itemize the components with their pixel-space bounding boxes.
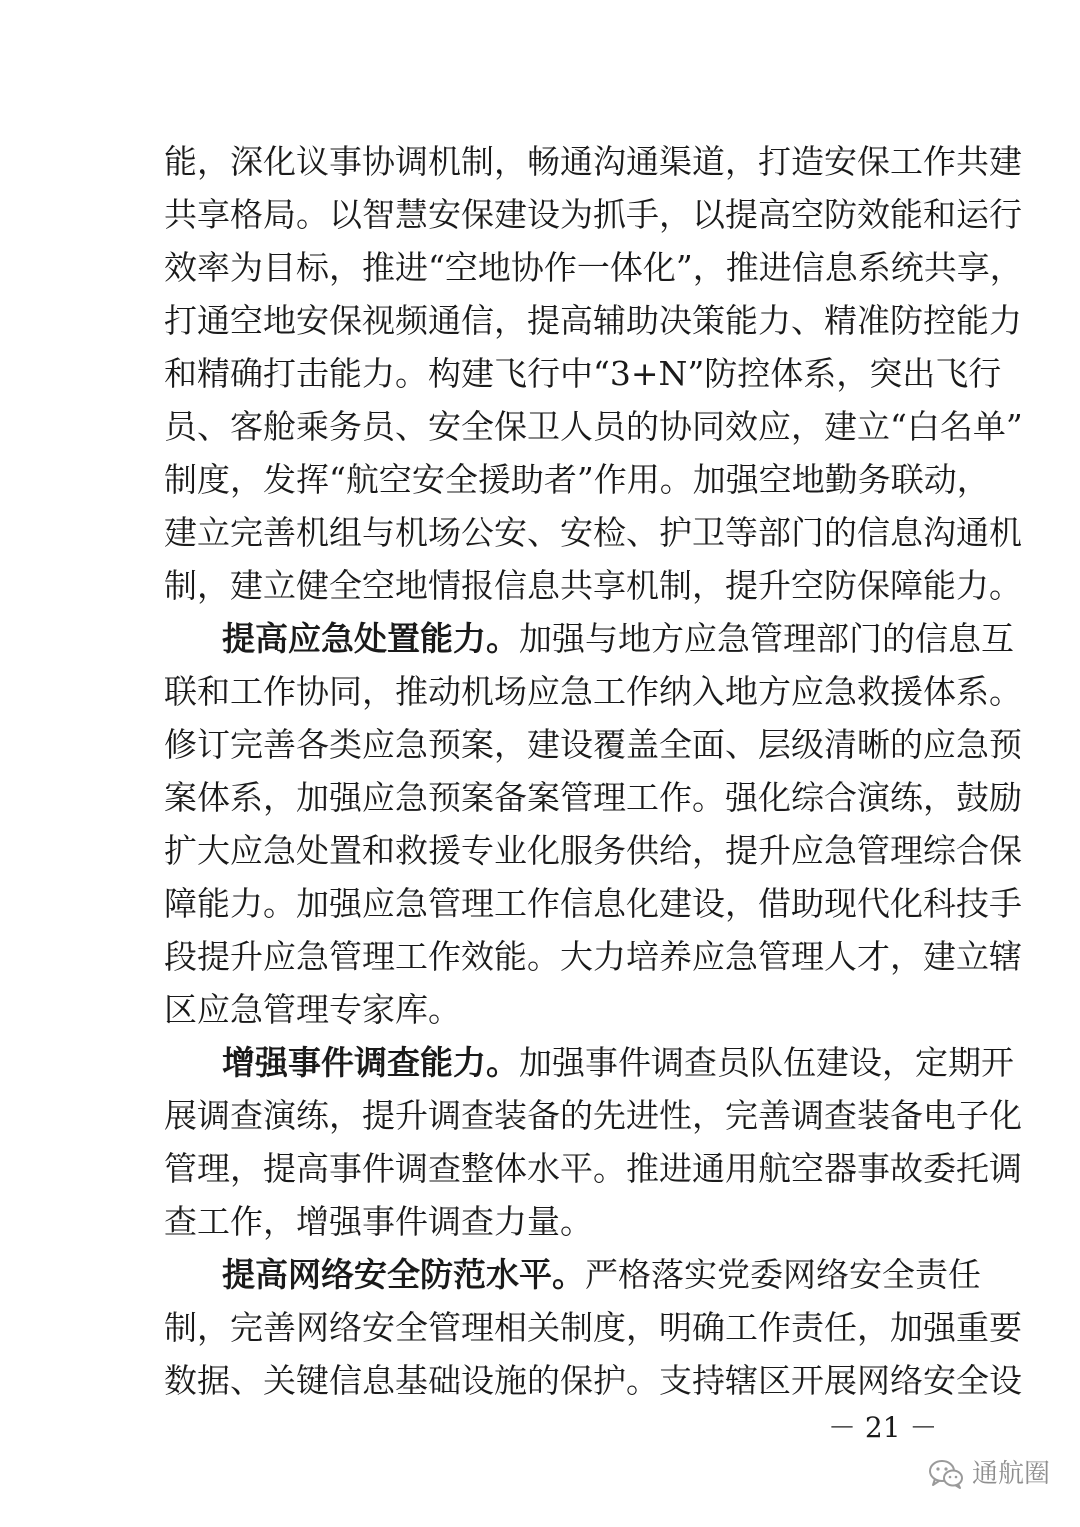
body-line: 制，完善网络安全管理相关制度，明确工作责任，加强重要: [164, 1308, 1022, 1347]
body-line: 障能力。加强应急管理工作信息化建设，借助现代化科技手: [164, 884, 1022, 923]
section-heading-investigation: 增强事件调查能力。: [222, 1043, 519, 1082]
body-line: 建立完善机组与机场公安、安检、护卫等部门的信息沟通机: [164, 513, 1022, 552]
body-line: 打通空地安保视频通信，提高辅助决策能力、精准防控能力: [164, 301, 1022, 340]
body-line: 效率为目标，推进“空地协作一体化”，推进信息系统共享，: [164, 248, 1023, 287]
body-line: 段提升应急管理工作效能。大力培养应急管理人才，建立辖: [164, 937, 1022, 976]
body-line: 和精确打击能力。构建飞行中“3+N”防控体系，突出飞行: [164, 354, 1002, 393]
body-line: 展调查演练，提升调查装备的先进性，完善调查装备电子化: [164, 1096, 1022, 1135]
body-line: 管理，提高事件调查整体水平。推进通用航空器事故委托调: [164, 1149, 1022, 1188]
body-line: 查工作，增强事件调查力量。: [164, 1202, 593, 1241]
body-line: 联和工作协同，推动机场应急工作纳入地方应急救援体系。: [164, 672, 1022, 711]
section-heading-emergency: 提高应急处置能力。: [222, 619, 519, 658]
section-heading-network-security: 提高网络安全防范水平。: [222, 1255, 585, 1294]
body-line: 能，深化议事协调机制，畅通沟通渠道，打造安保工作共建: [164, 142, 1022, 181]
body-line: 区应急管理专家库。: [164, 990, 461, 1029]
wechat-icon: [928, 1458, 964, 1490]
body-line: 扩大应急处置和救援专业化服务供给，提升应急管理综合保: [164, 831, 1022, 870]
section-first-line: [222, 1037, 1014, 1089]
section-first-line: [222, 1249, 981, 1301]
body-line: 共享格局。以智慧安保建设为抓手，以提高空防效能和运行: [164, 195, 1022, 234]
section-first-line-text: 加强事件调查员队伍建设，定期开: [519, 1043, 1014, 1082]
body-line: 案体系，加强应急预案备案管理工作。强化综合演练，鼓励: [164, 778, 1022, 817]
body-line: 修订完善各类应急预案，建设覆盖全面、层级清晰的应急预: [164, 725, 1022, 764]
section-first-line-text: 加强与地方应急管理部门的信息互: [519, 619, 1014, 658]
section-first-line-text: 严格落实党委网络安全责任: [585, 1255, 981, 1294]
section-first-line: [222, 613, 1014, 665]
body-line: 数据、关键信息基础设施的保护。支持辖区开展网络安全设: [164, 1361, 1022, 1400]
body-line: 制度，发挥“航空安全援助者”作用。加强空地勤务联动，: [164, 460, 990, 499]
body-line: 员、客舱乘务员、安全保卫人员的协同效应，建立“白名单”: [164, 407, 1023, 446]
watermark: [928, 1452, 1050, 1496]
body-line: 制，建立健全空地情报信息共享机制，提升空防保障能力。: [164, 566, 1022, 605]
page-number: － 21 －: [828, 1411, 938, 1444]
watermark-text: 通航圈: [972, 1459, 1051, 1489]
